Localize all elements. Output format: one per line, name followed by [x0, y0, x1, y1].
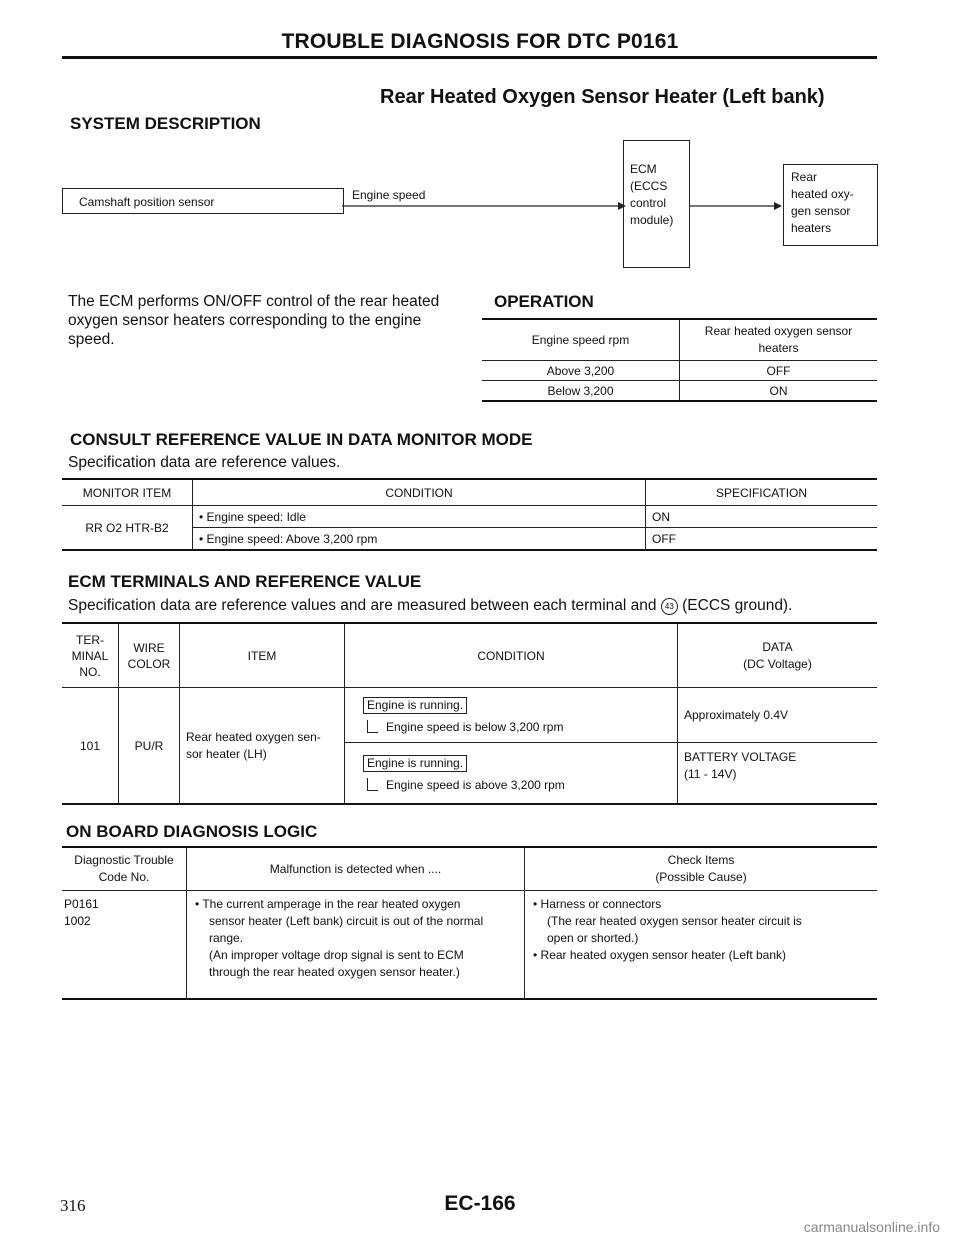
- table-header-cell: Rear heated oxygen sensor heaters: [680, 319, 878, 361]
- monitor-item-cell: RR O2 HTR-B2: [85, 520, 169, 535]
- ecm-line: module): [630, 213, 674, 227]
- ecm-terminals-table: [62, 622, 877, 805]
- check-line: • Harness or connectors: [533, 897, 662, 911]
- system-diagram: [62, 140, 882, 270]
- table-cell: ON: [646, 506, 878, 528]
- table-row: [482, 381, 877, 402]
- obd-logic-heading: ON BOARD DIAGNOSIS LOGIC: [66, 822, 318, 841]
- data-line: BATTERY VOLTAGE: [684, 750, 797, 764]
- dtc-cell: [62, 891, 187, 1000]
- heaters-line: Rear: [791, 170, 818, 184]
- wire-cell: PU/R: [119, 688, 180, 805]
- data-line: (11 - 14V): [684, 767, 737, 781]
- page-subtitle: Rear Heated Oxygen Sensor Heater (Left bank): [380, 86, 825, 108]
- heaters-box: [783, 164, 878, 246]
- item-cell: [180, 688, 345, 805]
- condition-cell: [345, 743, 678, 805]
- heaters-line: heaters: [791, 221, 832, 235]
- camshaft-sensor-box: Camshaft position sensor: [62, 188, 344, 214]
- header-line: NO.: [79, 664, 101, 679]
- header-line: Check Items: [667, 853, 735, 867]
- table-cell: • Engine speed: Above 3,200 rpm: [193, 528, 646, 551]
- table-header-cell: [678, 623, 878, 688]
- ecm-terminals-note: [68, 596, 792, 615]
- system-description-text: The ECM performs ON/OFF control of the rear heated oxygen sensor heaters corresponding to the engine speed.: [68, 293, 440, 348]
- header-line: DATA: [762, 639, 793, 654]
- bracket-mark: [367, 720, 378, 733]
- table-row: [62, 891, 877, 1000]
- operation-heading: OPERATION: [494, 292, 594, 311]
- page-number: 316: [60, 1196, 86, 1215]
- malfunction-cell: [187, 891, 525, 1000]
- terminal-cell: 101: [79, 738, 101, 753]
- obd-logic-table: [62, 846, 877, 1000]
- table-header-cell: Malfunction is detected when ....: [187, 847, 525, 891]
- watermark: carmanualsonline.info: [803, 1219, 940, 1235]
- table-row: [62, 847, 877, 891]
- heaters-line: heated oxy-: [791, 187, 854, 201]
- ecm-line: ECM: [630, 162, 657, 176]
- table-header-cell: CONDITION: [345, 623, 678, 688]
- header-rule: [62, 56, 877, 59]
- operation-table: [482, 318, 877, 402]
- table-header-cell: CONDITION: [193, 479, 646, 506]
- system-description-heading: SYSTEM DESCRIPTION: [70, 114, 261, 133]
- engine-running-box: Engine is running.: [363, 697, 467, 714]
- check-line: (The rear heated oxygen sensor heater circuit is: [547, 914, 802, 928]
- item-line: sor heater (LH): [186, 746, 267, 761]
- table-header-cell: Engine speed rpm: [531, 333, 630, 347]
- malfunction-line: through the rear heated oxygen sensor heater.): [209, 965, 460, 979]
- malfunction-line: • The current amperage in the rear heated oxygen: [195, 897, 461, 911]
- malfunction-line: sensor heater (Left bank) circuit is out of the normal: [209, 914, 484, 928]
- check-line: open or shorted.): [547, 931, 639, 945]
- header-line: (DC Voltage): [743, 656, 812, 671]
- table-cell: Above 3,200: [546, 363, 615, 378]
- table-row: [62, 688, 877, 743]
- table-header-cell: [62, 847, 187, 891]
- table-header-cell: [525, 847, 878, 891]
- table-header-cell: [119, 623, 180, 688]
- header-line: Code No.: [98, 870, 150, 884]
- heater-arrow: [690, 198, 786, 210]
- header-line: COLOR: [127, 656, 171, 671]
- dtc-code: 1002: [64, 914, 91, 928]
- item-line: Rear heated oxygen sen-: [186, 729, 321, 744]
- header-line: Diagnostic Trouble: [74, 853, 174, 867]
- ecm-box: [623, 140, 690, 268]
- ground-terminal-symbol: 43: [661, 598, 678, 615]
- bracket-mark: [367, 778, 378, 791]
- check-line: • Rear heated oxygen sensor heater (Left bank): [533, 948, 787, 962]
- table-row: [482, 319, 877, 361]
- condition-text: Engine speed is below 3,200 rpm: [386, 719, 564, 734]
- consult-note: Specification data are reference values.: [68, 454, 341, 471]
- ecm-line: (ECCS: [630, 179, 668, 193]
- table-header-cell: ITEM: [180, 623, 345, 688]
- table-row: [62, 623, 877, 688]
- dtc-code: P0161: [64, 897, 99, 911]
- table-cell: Below 3,200: [547, 383, 614, 398]
- engine-speed-label: Engine speed: [352, 188, 426, 202]
- malfunction-line: (An improper voltage drop signal is sent to ECM: [209, 948, 464, 962]
- table-row: [62, 506, 877, 528]
- data-cell: [678, 743, 878, 805]
- header-line: TER-: [76, 632, 104, 647]
- table-row: [482, 361, 877, 381]
- malfunction-line: range.: [209, 931, 244, 945]
- ecm-terminals-note-text: Specification data are reference values and are measured between each terminal and: [68, 597, 657, 614]
- ecm-terminals-note-suffix: (ECCS ground).: [682, 597, 793, 614]
- header-line: (Possible Cause): [655, 870, 747, 884]
- table-cell: OFF: [680, 361, 878, 381]
- table-cell: OFF: [646, 528, 878, 551]
- table-row: [62, 479, 877, 506]
- page-title: TROUBLE DIAGNOSIS FOR DTC P0161: [281, 30, 679, 53]
- table-cell: • Engine speed: Idle: [193, 506, 646, 528]
- data-cell: [678, 688, 878, 743]
- data-line: Approximately 0.4V: [684, 708, 789, 722]
- heaters-line: gen sensor: [791, 204, 851, 218]
- consult-heading: CONSULT REFERENCE VALUE IN DATA MONITOR MODE: [70, 430, 533, 449]
- engine-running-box: Engine is running.: [363, 755, 467, 772]
- condition-text: Engine speed is above 3,200 rpm: [386, 777, 565, 792]
- condition-cell: [345, 688, 678, 743]
- check-cell: [525, 891, 878, 1000]
- header-line: MINAL: [71, 648, 109, 663]
- table-header-cell: SPECIFICATION: [646, 479, 878, 506]
- table-header-cell: MONITOR ITEM: [82, 485, 172, 500]
- engine-speed-arrow: [342, 198, 632, 210]
- consult-table: [62, 478, 877, 551]
- table-cell: ON: [680, 381, 878, 402]
- table-header-cell: [62, 623, 119, 688]
- header-line: WIRE: [133, 640, 165, 655]
- ecm-terminals-heading: ECM TERMINALS AND REFERENCE VALUE: [68, 572, 422, 591]
- page-code: EC-166: [444, 1192, 516, 1215]
- ecm-line: control: [630, 196, 667, 210]
